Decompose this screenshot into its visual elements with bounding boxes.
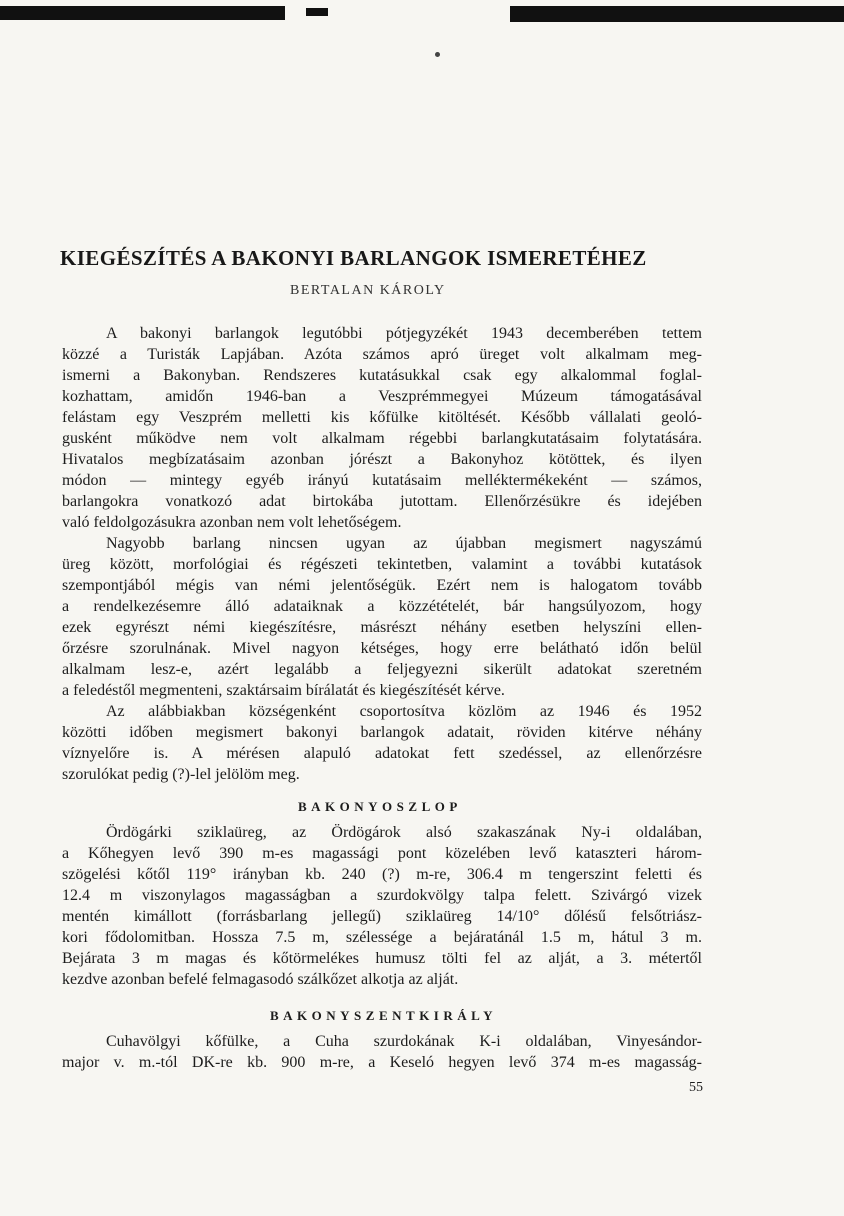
body-line: Ördögárki sziklaüreg, az Ördögárok alsó szakaszának Ny-i oldalában, — [106, 824, 702, 841]
body-line: Hivatalos megbízatásaim azonban jórészt a Bakonyhoz kötöttek, és ilyen — [62, 451, 702, 468]
body-line: A bakonyi barlangok legutóbbi pótjegyzékét 1943 decemberében tettem — [106, 325, 702, 342]
body-line: víznyelőre is. A mérésen alapuló adatokat fett szedéssel, az ellenőrzésre — [62, 745, 702, 762]
scan-edge-bar-right — [510, 6, 844, 22]
body-line: ismerni a Bakonyban. Rendszeres kutatásukkal csak egy alkalommal foglal- — [62, 367, 702, 384]
body-line: a feledéstől megmenteni, szaktársaim bírálatát és kiegészítését kérve. — [62, 682, 505, 699]
body-line: Bejárata 3 m magas és kőtörmelékes humusz tölti fel az alját, a 3. métertől — [62, 950, 702, 967]
body-line: közzé a Turisták Lapjában. Azóta számos apró üreget volt alkalmam meg- — [62, 346, 702, 363]
body-line: kezdve azonban befelé felmagasodó szálkőzet alkotja az alját. — [62, 971, 459, 988]
body-line: kozhattam, amidőn 1946-ban a Veszprémmegyei Múzeum támogatásával — [62, 388, 702, 405]
body-line: alkalmam lesz-e, azért legalább a feljegyezni sikerült adatokat szeretném — [62, 661, 702, 678]
body-line: felástam egy Veszprém melletti kis kőfülke kitöltését. Később vállalati geoló- — [62, 409, 702, 426]
page-number: 55 — [689, 1080, 703, 1095]
body-line: mentén kimállott (forrásbarlang jellegű) sziklaüreg 14/10° dőlésű felsőtriász- — [62, 908, 702, 925]
body-line: szempontjából mégis van némi jelentőségük. Ezért nem is halogatom tovább — [62, 577, 702, 594]
body-line: őrzésre szorulnának. Mivel nagyon kétséges, hogy erre belátható időn belül — [62, 640, 702, 657]
body-line: üreg között, morfológiai és régészeti tekintetben, valamint a további kutatások — [62, 556, 702, 573]
body-line: gusként működve nem volt alkalmam régebbi barlangkutatásaim folytatására. — [62, 430, 702, 447]
section-heading: BAKONYSZENTKIRÁLY — [270, 1008, 498, 1023]
body-line: 12.4 m viszonylagos magasságban a szurdokvölgy talpa felett. Szivárgó vizek — [62, 887, 702, 904]
body-line: kori fődolomitban. Hossza 7.5 m, szélessége a bejáratánál 1.5 m, hátul 3 m. — [62, 929, 702, 946]
body-line: Nagyobb barlang nincsen ugyan az újabban megismert nagyszámú — [106, 535, 702, 552]
body-line: ezek egyrészt némi kiegészítésre, másrészt néhány esetben helyszíni ellen- — [62, 619, 702, 636]
body-line: a rendelkezésemre álló adataiknak a közzétételét, bár hangsúlyozom, hogy — [62, 598, 702, 615]
dust-speck — [435, 52, 440, 57]
scan-edge-bar-left — [0, 6, 285, 20]
body-line: Cuhavölgyi kőfülke, a Cuha szurdokának K-i oldalában, Vinyesándor- — [106, 1033, 702, 1050]
article-title: KIEGÉSZÍTÉS A BAKONYI BARLANGOK ISMERETÉHEZ — [60, 246, 647, 270]
body-line: közötti időben megismert bakonyi barlangok adatait, röviden kitérve néhány — [62, 724, 702, 741]
section-heading: BAKONYOSZLOP — [298, 799, 462, 814]
body-line: major v. m.-tól DK-re kb. 900 m-re, a Keseló hegyen levő 374 m-es magasság- — [62, 1054, 702, 1071]
article-author: BERTALAN KÁROLY — [290, 283, 446, 298]
body-line: a Kőhegyen levő 390 m-es magassági pont közelében levő kataszteri három- — [62, 845, 702, 862]
body-line: barlangokra vonatkozó adat birtokába jutottam. Ellenőrzésükre és idejében — [62, 493, 702, 510]
body-line: szögelési kőtől 119° irányban kb. 240 (?) m-re, 306.4 m tengerszint feletti és — [62, 866, 702, 883]
scan-edge-bar-mid — [306, 8, 328, 16]
body-line: szorulókat pedig (?)-lel jelölöm meg. — [62, 766, 300, 783]
body-line: Az alábbiakban községenként csoportosítva közlöm az 1946 és 1952 — [106, 703, 702, 720]
body-line: módon — mintegy egyéb irányú kutatásaim melléktermékeként — számos, — [62, 472, 702, 489]
body-line: való feldolgozásukra azonban nem volt lehetőségem. — [62, 514, 402, 531]
